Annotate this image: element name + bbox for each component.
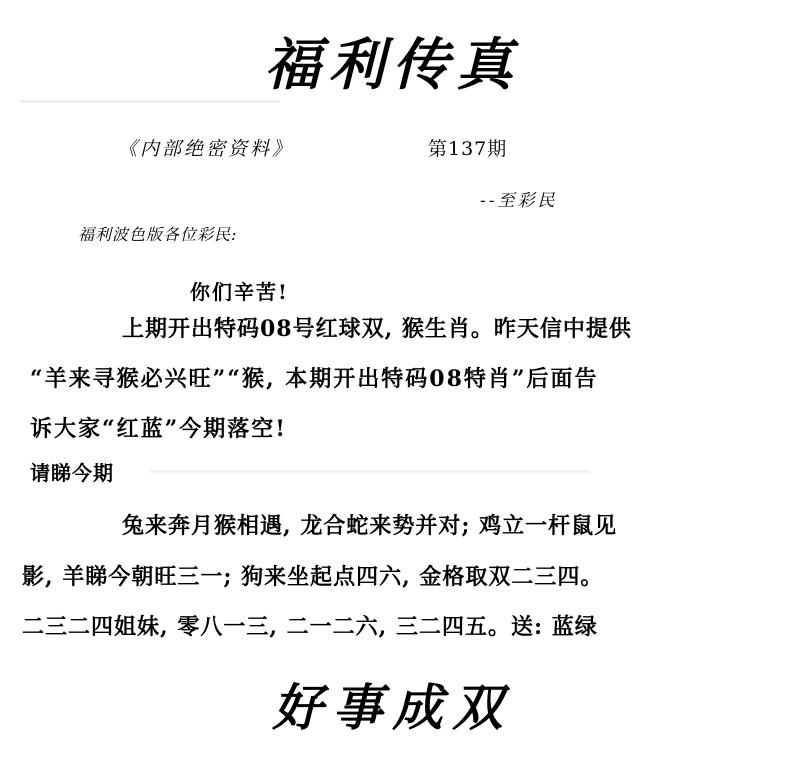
paragraph-line: 请睇今期 (30, 461, 114, 485)
paragraph-line: 诉大家“红蓝”今期落空! (30, 416, 287, 442)
verse-line: 影, 羊睇今朝旺三一; 狗来坐起点四六, 金格取双二三四。 (22, 564, 604, 590)
signature-line: --至彩民 (480, 191, 558, 211)
scan-smudge (150, 470, 590, 473)
issue-number: 第137期 (428, 138, 508, 160)
paragraph-line: 上期开出特码08号红球双, 猴生肖。昨天信中提供 (122, 316, 632, 342)
page-title: 福利传真 (264, 32, 521, 98)
verse-line: 兔来奔月猴相遇, 龙合蛇来势并对; 鸡立一杆鼠见 (122, 513, 618, 539)
document-subtitle: 《内部绝密资料》 (118, 138, 295, 160)
closing-motto: 好事成双 (272, 678, 513, 737)
verse-line: 二三二四姐妹, 零八一三, 二一二六, 三二四五。送: 蓝绿 (22, 614, 598, 640)
salutation: 福利波色版各位彩民: (78, 225, 238, 244)
paragraph-line: “羊来寻猴必兴旺”“猴, 本期开出特码08特肖”后面告 (30, 366, 599, 392)
greeting: 你们辛苦! (190, 280, 289, 304)
scan-smudge (20, 100, 280, 103)
